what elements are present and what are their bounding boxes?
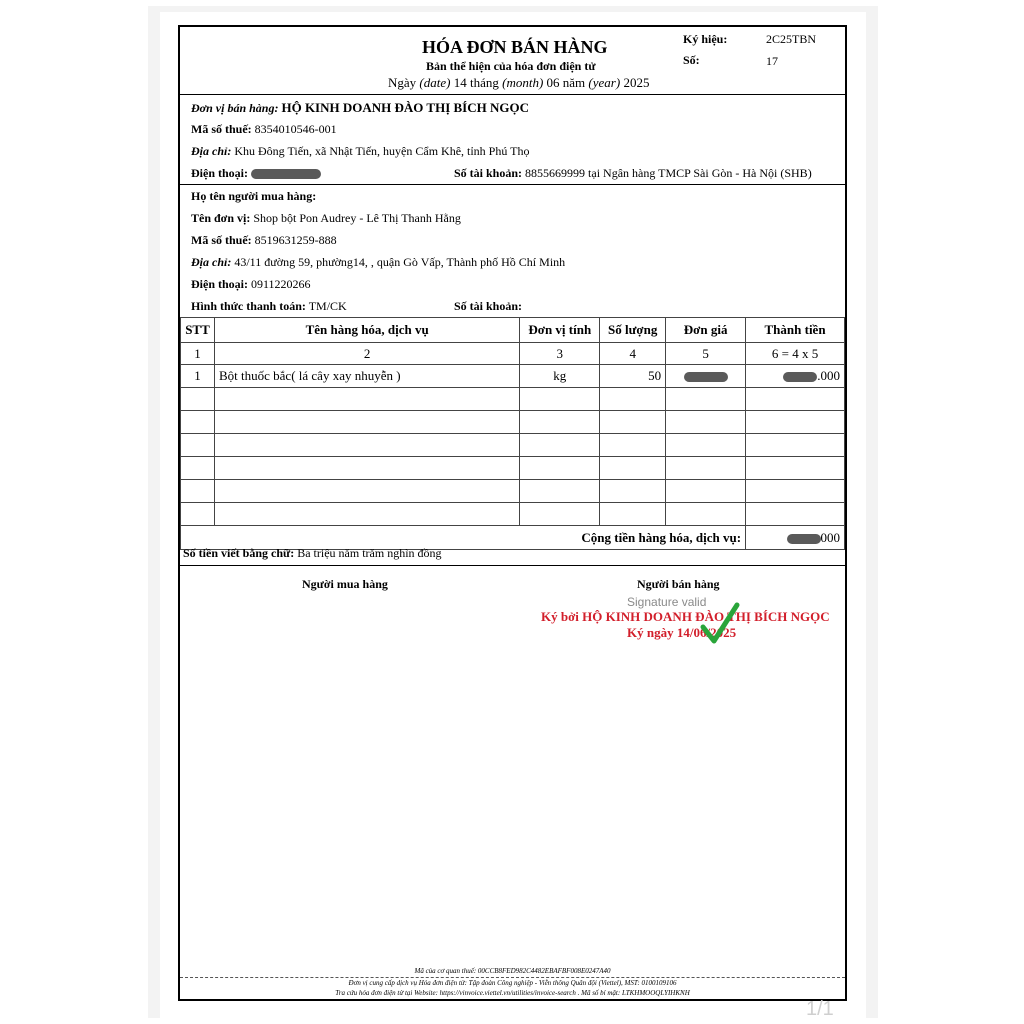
item-stt: 1 bbox=[181, 365, 215, 388]
provider-line: Đơn vị cung cấp dịch vụ Hóa đơn điện tử: Tập đoàn Công nghiệp - Viễn thông Quân đội (Viettel), MST: 0100109106 bbox=[348, 979, 677, 987]
page-number: 1/1 bbox=[806, 998, 834, 1020]
seller-address: Địa chỉ: Khu Đông Tiến, xã Nhật Tiến, huyện Cẩm Khê, tỉnh Phú Thọ bbox=[191, 144, 530, 158]
divider bbox=[180, 94, 845, 95]
index-cell: 6 = 4 x 5 bbox=[746, 343, 845, 365]
invoice-frame bbox=[178, 25, 847, 1001]
signature-valid-text: Signature valid bbox=[627, 595, 707, 609]
redacted-price bbox=[684, 372, 728, 382]
item-qty: 50 bbox=[600, 365, 666, 388]
total-amount: 000 bbox=[746, 526, 845, 550]
col-header-unit: Đơn vị tính bbox=[520, 318, 600, 343]
table-row bbox=[181, 365, 845, 388]
index-cell: 4 bbox=[600, 343, 666, 365]
col-header-price: Đơn giá bbox=[666, 318, 746, 343]
amount-in-words: Số tiền viết bằng chữ: Ba triệu năm trăm nghìn đồng bbox=[183, 546, 442, 560]
index-cell: 1 bbox=[181, 343, 215, 365]
lookup-line: Tra cứu hóa đơn điện tử tại Website: https://vinvoice.viettel.vn/utilities/invoice-search . Mã số bí mật: LTKHMOOQLYIHKNH bbox=[335, 989, 690, 997]
number-label: Số: bbox=[683, 53, 700, 67]
table-header-row bbox=[181, 318, 845, 343]
number-value: 17 bbox=[766, 54, 778, 68]
buyer-name-label: Họ tên người mua hàng: bbox=[191, 189, 317, 203]
table-row bbox=[181, 457, 845, 480]
item-price bbox=[666, 365, 746, 388]
tax-code-line: Mã của cơ quan thuế: 00CCB8FED982C4482EBAFBF008E0247A40 bbox=[414, 967, 611, 975]
buyer-payment: Hình thức thanh toán: TM/CK bbox=[191, 299, 347, 313]
items-table bbox=[180, 317, 845, 550]
buyer-phone: Điện thoại: 0911220266 bbox=[191, 277, 311, 291]
signed-by-text: Ký bởi HỘ KINH DOANH ĐÀO THỊ BÍCH NGỌC bbox=[541, 609, 830, 624]
seller-signature-label: Người bán hàng bbox=[637, 577, 720, 591]
divider bbox=[180, 184, 845, 185]
invoice-title: HÓA ĐƠN BÁN HÀNG bbox=[422, 37, 608, 57]
table-row bbox=[181, 388, 845, 411]
buyer-unit: Tên đơn vị: Shop bột Pon Audrey - Lê Thị Thanh Hằng bbox=[191, 211, 461, 225]
seller-account: Số tài khoản: 8855669999 tại Ngân hàng TMCP Sài Gòn - Hà Nội (SHB) bbox=[454, 166, 812, 180]
col-header-stt: STT bbox=[181, 318, 215, 343]
buyer-address: Địa chỉ: 43/11 đường 59, phường14, , quận Gò Vấp, Thành phố Hồ Chí Minh bbox=[191, 255, 566, 269]
index-cell: 2 bbox=[214, 343, 519, 365]
divider bbox=[180, 565, 845, 566]
col-header-name: Tên hàng hóa, dịch vụ bbox=[214, 318, 519, 343]
seller-tax: Mã số thuế: 8354010546-001 bbox=[191, 122, 337, 136]
table-row bbox=[181, 503, 845, 526]
seller-unit: Đơn vị bán hàng: HỘ KINH DOANH ĐÀO THỊ BÍCH NGỌC bbox=[191, 100, 529, 115]
item-amount: .000 bbox=[746, 365, 845, 388]
check-icon bbox=[700, 601, 740, 645]
seller-phone: Điện thoại: bbox=[191, 166, 321, 181]
buyer-account-label: Số tài khoản: bbox=[454, 299, 523, 313]
symbol-value: 2C25TBN bbox=[766, 32, 817, 46]
total-label: Cộng tiền hàng hóa, dịch vụ: bbox=[181, 526, 746, 550]
redacted-phone bbox=[251, 169, 321, 179]
table-row bbox=[181, 411, 845, 434]
item-name: Bột thuốc bắc( lá cây xay nhuyễn ) bbox=[214, 365, 519, 388]
invoice-date: Ngày (date) 14 tháng (month) 06 năm (year) 2025 bbox=[388, 75, 650, 90]
table-row bbox=[181, 480, 845, 503]
invoice-subtitle: Bản thể hiện của hóa đơn điện tử bbox=[426, 59, 596, 73]
col-header-amount: Thành tiền bbox=[746, 318, 845, 343]
buyer-tax: Mã số thuế: 8519631259-888 bbox=[191, 233, 337, 247]
redacted-total bbox=[787, 534, 821, 544]
index-row bbox=[181, 343, 845, 365]
signed-date-text: Ký ngày 14/06/2025 bbox=[627, 625, 737, 640]
col-header-qty: Số lượng bbox=[600, 318, 666, 343]
table-row bbox=[181, 434, 845, 457]
index-cell: 3 bbox=[520, 343, 600, 365]
index-cell: 5 bbox=[666, 343, 746, 365]
symbol-label: Ký hiệu: bbox=[683, 32, 728, 46]
redacted-amount bbox=[783, 372, 817, 382]
buyer-signature-label: Người mua hàng bbox=[302, 577, 388, 591]
item-unit: kg bbox=[520, 365, 600, 388]
